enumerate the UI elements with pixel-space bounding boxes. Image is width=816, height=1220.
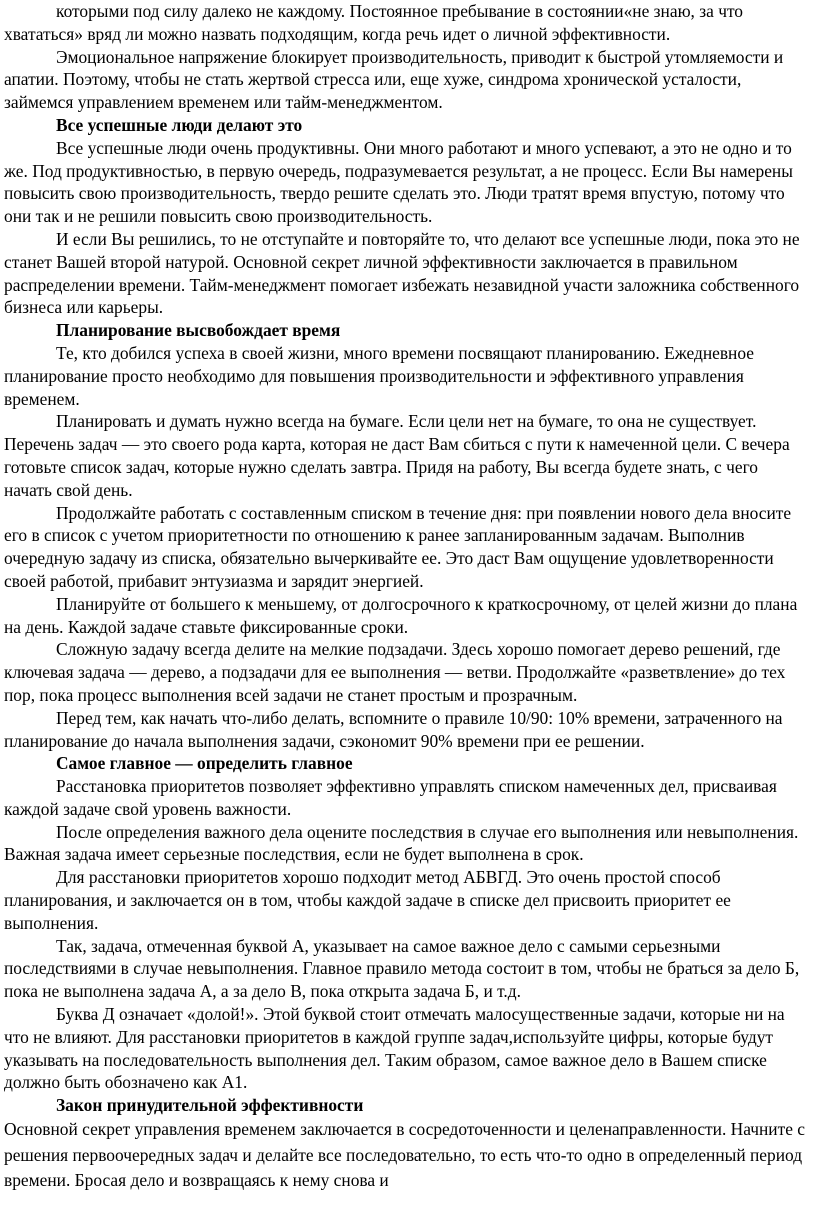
section-heading: Закон принудительной эффективности — [56, 1095, 364, 1116]
paragraph: Основной секрет управления временем заключается в сосредоточенности и целенаправленности. Начните с решения первоочередных задач и делайте все последовательно, то есть что-то одно в определенный период времени. Бросая дело и возвращаясь к нему снова и — [4, 1119, 805, 1191]
paragraph: Планировать и думать нужно всегда на бумаге. Если цели нет на бумаге, то она не существует. Перечень задач — это своего рода карта, которая не даст Вам сбиться с пути к намеченной цели. С вечера готовьте список задач, которые нужно сделать завтра. Придя на работу, Вы всегда будете знать, с чего начать свой день. — [4, 411, 790, 500]
paragraph: Эмоциональное напряжение блокирует производительность, приводит к быстрой утомляемости и апатии. Поэтому, чтобы не стать жертвой стресса или, еще хуже, синдрома хронической усталости, займемся управлением временем или тайм-менеджментом. — [4, 46, 784, 113]
paragraph: После определения важного дела оцените последствия в случае его выполнения или невыполнения. Важная задача имеет серьезные последствия, если не будет выполнена в срок. — [4, 821, 799, 865]
section-heading: Самое главное — определить главное — [56, 753, 353, 774]
paragraph: Расстановка приоритетов позволяет эффективно управлять списком намеченных дел, присваивая каждой задаче свой уровень важности. — [4, 776, 777, 819]
paragraph: Те, кто добился успеха в своей жизни, много времени посвящают планированию. Ежедневное планирование просто необходимо для повышения производительности и эффективного управления временем. — [4, 342, 754, 409]
paragraph: Продолжайте работать с составленным списком в течение дня: при появлении нового дела вносите его в список с учетом приоритетности по отношению к ранее запланированным задачам. Выполнив очередную задачу из списка, обязательно вычеркивайте ее. Это даст Вам ощущение удовлетворенности своей работой, прибавит энтузиазма и зарядит энергией. — [4, 502, 792, 591]
section-heading: Планирование высвобождает время — [56, 320, 341, 341]
paragraph: Все успешные люди очень продуктивны. Они много работают и много успевают, а это не одно и то же. Под продуктивностью, в первую очередь, подразумевается результат, а не процесс. Если Вы намерены повысить свою производительность, твердо решите сделать это. Люди тратят время впустую, потому что они так и не решили повысить свою производительность. — [4, 137, 793, 227]
paragraph: которыми под силу далеко не каждому. Постоянное пребывание в состоянии«не знаю, за что хвататься» вряд ли можно назвать подходящим, когда речь идет о личной эффективности. — [4, 1, 744, 44]
paragraph: Для расстановки приоритетов хорошо подходит метод АБВГД. Это очень простой способ планирования, и заключается он в том, чтобы каждой задаче в списке дел присвоить приоритет ее выполнения. — [4, 867, 731, 933]
paragraph: Перед тем, как начать что-либо делать, вспомните о правиле 10/90: 10% времени, затраченного на планирование до начала выполнения задачи, сэкономит 90% времени при ее решении. — [4, 707, 783, 751]
document-page — [4, 0, 808, 1194]
section-heading: Все успешные люди делают это — [56, 114, 303, 135]
paragraph: Планируйте от большего к меньшему, от долгосрочного к краткосрочному, от целей жизни до плана на день. Каждой задаче ставьте фиксированные сроки. — [4, 593, 798, 637]
paragraph: Так, задача, отмеченная буквой А, указывает на самое важное дело с самыми серьезными последствиями в случае невыполнения. Главное правило метода состоит в том, чтобы не браться за дело Б, пока не выполнена задача А, а за дело В, пока открыта задача Б, и т.д. — [4, 935, 800, 1002]
paragraph: Буква Д означает «долой!». Этой буквой стоит отмечать малосущественные задачи, которые ни на что не влияют. Для расстановки приоритетов в каждой группе задач,используйте цифры, которые будут указывать на последовательность выполнения дел. Таким образом, самое важное дело в Вашем списке должно быть обозначено как А1. — [4, 1004, 785, 1093]
paragraph: И если Вы решились, то не отступайте и повторяйте то, что делают все успешные люди, пока это не станет Вашей второй натурой. Основной секрет личной эффективности заключается в правильном распределении времени. Тайм-менеджмент помогает избежать незавидной участи заложника собственного бизнеса или карьеры. — [4, 228, 800, 318]
paragraph: Сложную задачу всегда делите на мелкие подзадачи. Здесь хорошо помогает дерево решений, где ключевая задача — дерево, а подзадачи для ее выполнения — ветви. Продолжайте «разветвление» до тех пор, пока процесс выполнения всей задачи не станет простым и прозрачным. — [4, 639, 786, 705]
